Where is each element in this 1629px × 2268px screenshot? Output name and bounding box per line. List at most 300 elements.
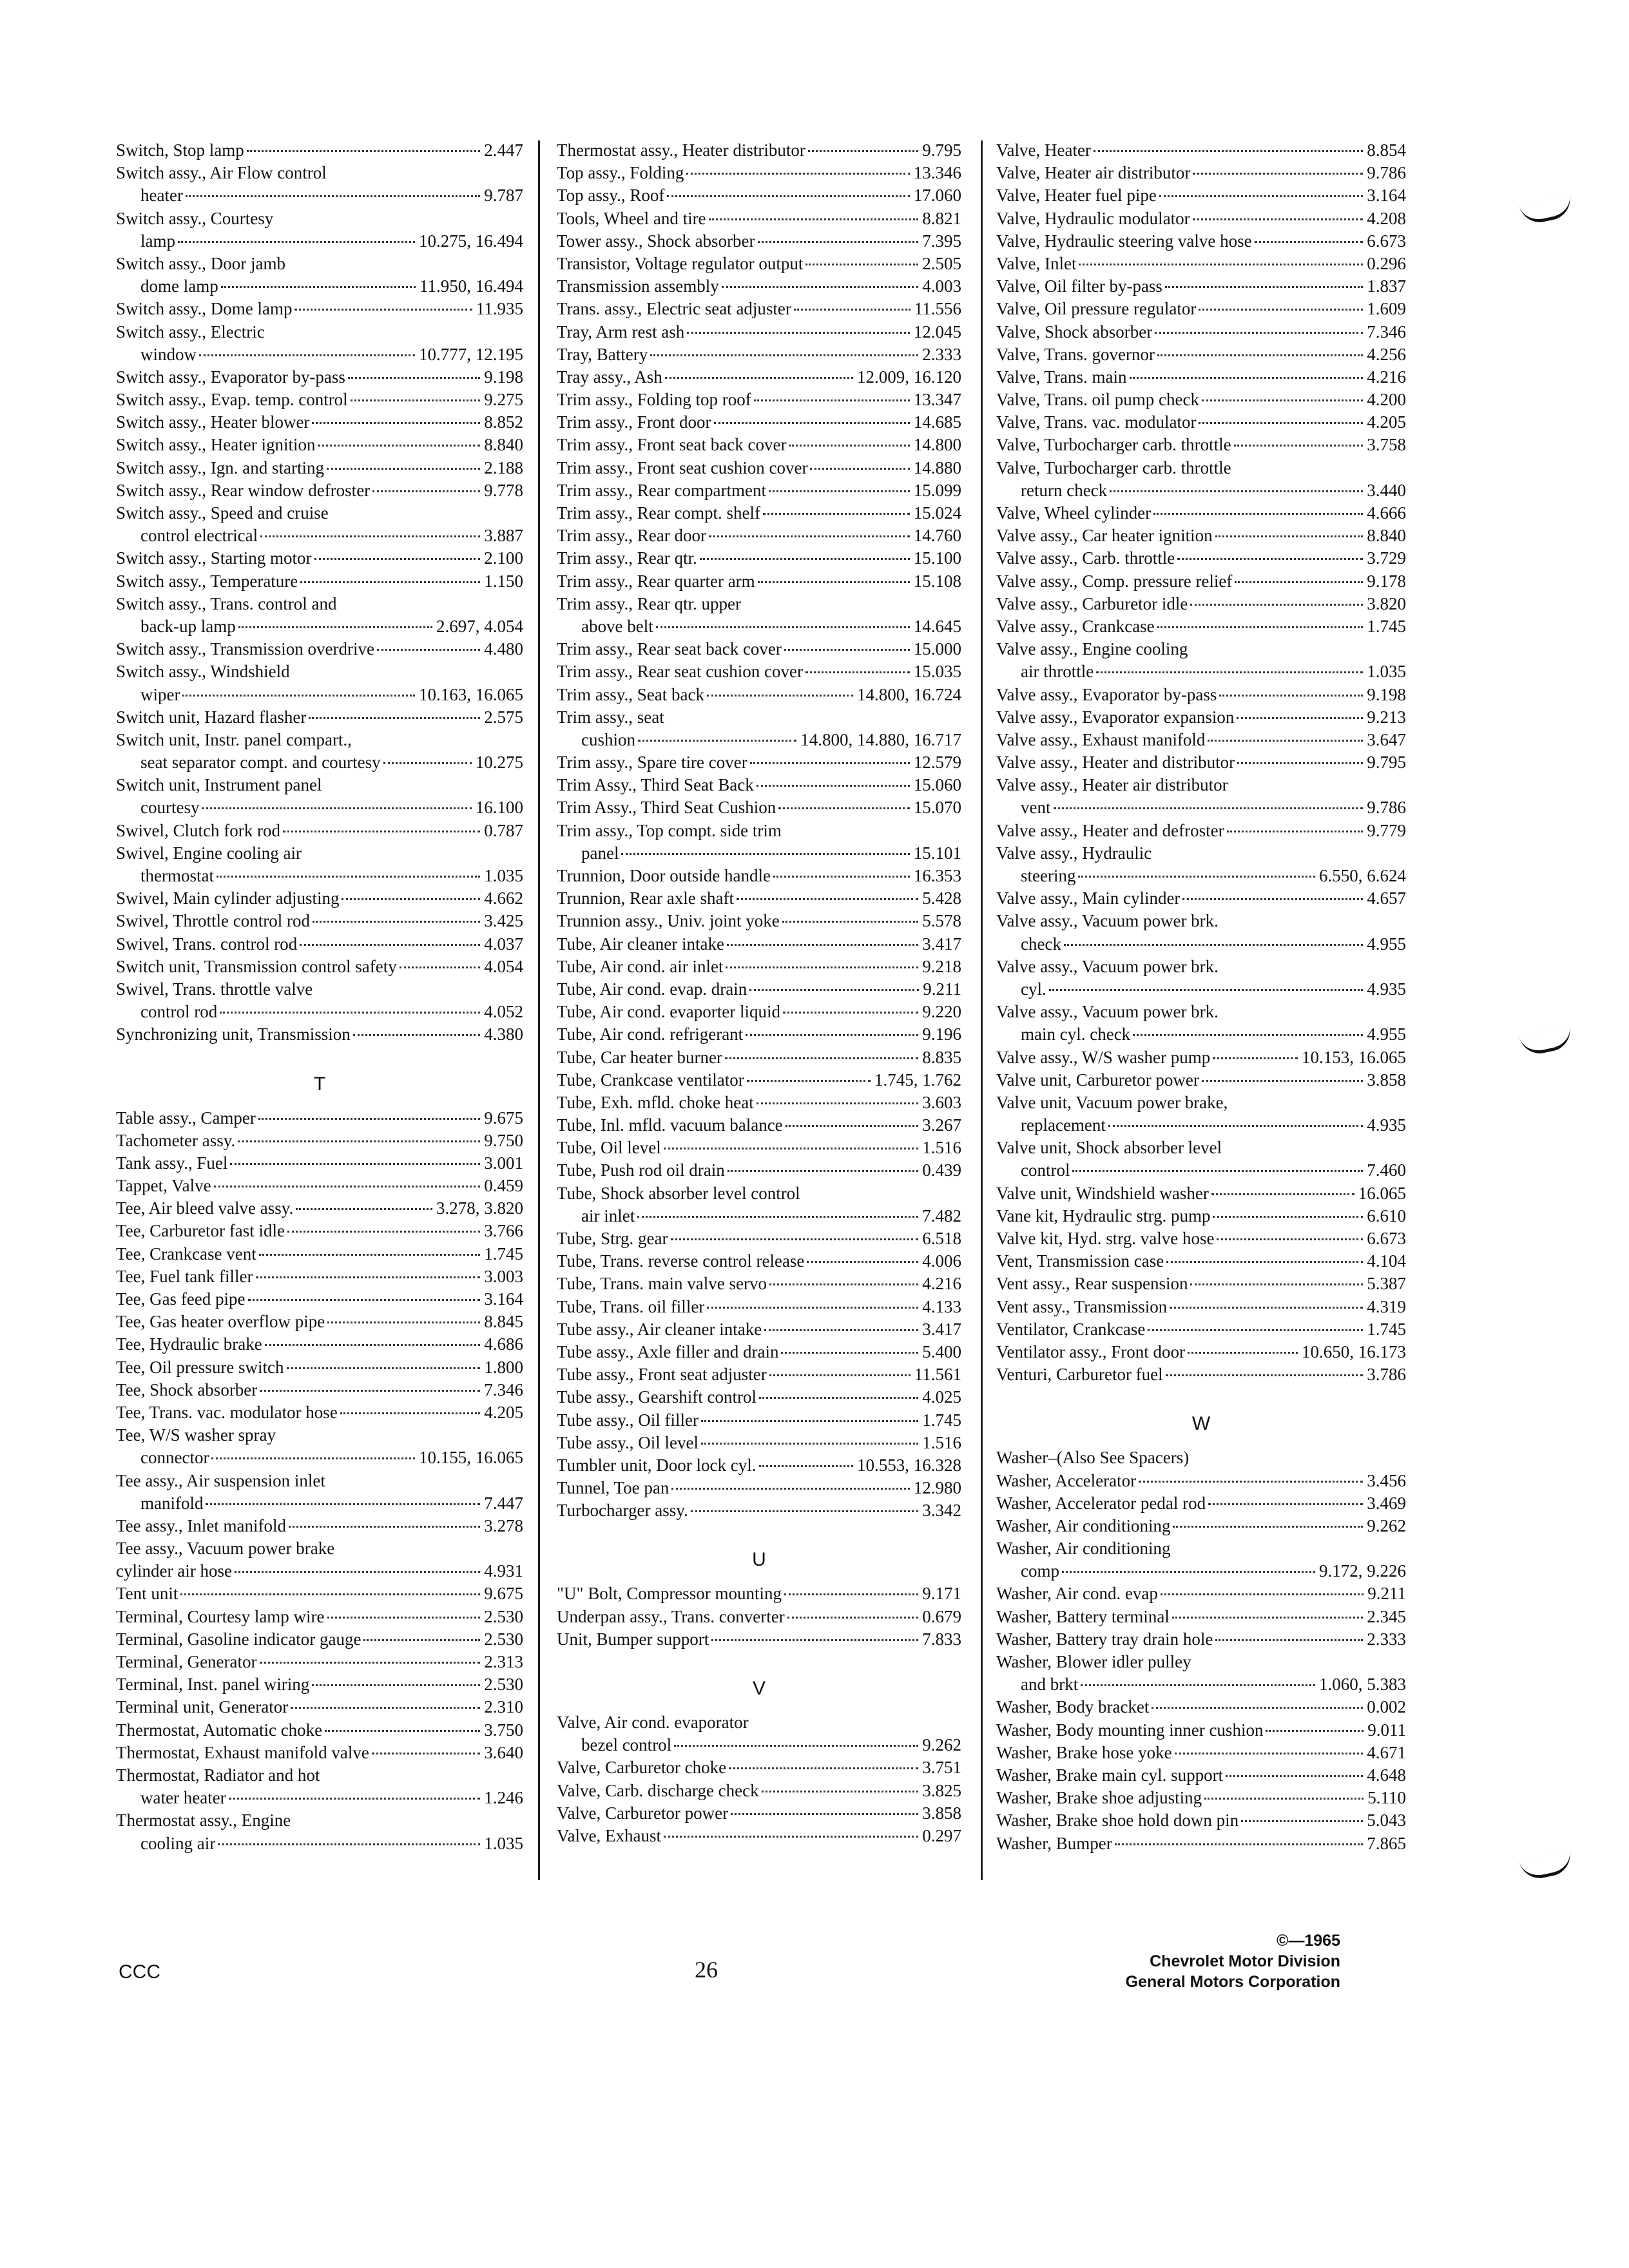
entry-label: Terminal, Gasoline indicator gauge [116,1629,361,1649]
index-column-1 [116,139,523,1855]
entry-label: Trim Assy., Third Seat Back [557,775,754,795]
entry-label: Valve unit, Vacuum power brake, [996,1092,1228,1112]
entry-reference-number: 16.100 [475,798,523,818]
index-entry [116,230,523,253]
entry-reference-number: 2.575 [484,707,523,727]
dot-leader [363,1639,480,1641]
dot-leader [291,1707,480,1709]
binder-hole-mark [1519,1850,1574,1882]
entry-reference-number: 4.662 [484,889,523,908]
entry-reference-number: 9.198 [484,367,523,387]
entry-label: Trim assy., Rear qtr. [557,548,697,568]
entry-label: Switch assy., Heater ignition [116,435,316,455]
dot-leader [650,354,918,356]
dot-leader [214,1186,481,1187]
dot-leader [1072,1170,1363,1172]
dot-leader [727,944,918,946]
entry-reference-number: 2.100 [484,548,523,568]
index-entry [557,729,961,751]
entry-label: Trim assy., Spare tire cover [557,753,747,773]
entry-reference-number: 15.060 [913,775,961,795]
index-entry [557,389,961,411]
index-entry [557,1091,961,1114]
dot-leader [1208,1503,1363,1505]
entry-label: Switch assy., Heater blower [116,412,310,432]
dot-leader [1215,1639,1363,1641]
entry-reference-number: 8.840 [484,435,523,455]
index-entry [996,1182,1406,1205]
dot-leader [238,626,432,628]
dot-leader [353,1034,480,1036]
dot-leader [1235,581,1363,583]
entry-label: Tube assy., Air cleaner intake [557,1319,762,1339]
entry-reference-number: 15.108 [913,571,961,591]
entry-label: thermostat [140,866,214,885]
entry-reference-number: 2.530 [484,1675,523,1695]
entry-label: Valve assy., Exhaust manifold [996,729,1206,749]
dot-leader [1237,762,1363,764]
entry-reference-number: 3.164 [1367,186,1406,206]
dot-leader [247,150,480,152]
dot-leader [750,762,910,764]
entry-label: Transistor, Voltage regulator output [557,253,804,273]
entry-reference-number: 1.035 [1367,662,1406,682]
column-rule-right [981,140,983,1880]
entry-reference-number: 4.648 [1367,1765,1406,1785]
index-entry [116,660,523,683]
index-entry [557,638,961,660]
dot-leader [1115,1843,1364,1845]
index-entry [116,978,523,1001]
index-entry [116,865,523,887]
entry-reference-number: 10.777, 12.195 [419,344,523,364]
index-entry [996,910,1406,932]
entry-label: Tank assy., Fuel [116,1153,228,1173]
index-entry [996,1537,1406,1560]
entry-reference-number: 2.313 [484,1652,523,1671]
entry-label: vent [1021,798,1051,818]
entry-reference-number: 9.795 [922,140,961,160]
entry-label: Valve assy., Evaporator expansion [996,707,1235,727]
entry-label: Tube, Oil level [557,1138,661,1158]
entry-reference-number: 1.035 [484,866,523,885]
entry-reference-number: 9.220 [922,1002,961,1022]
entry-label: Valve assy., Engine cooling [996,639,1188,659]
index-entry [557,298,961,320]
entry-reference-number: 4.104 [1367,1251,1406,1271]
dot-leader [638,740,796,742]
index-entry [996,593,1406,615]
entry-label: wiper [140,684,180,704]
index-entry [996,139,1406,162]
entry-reference-number: 9.178 [1367,571,1406,591]
entry-label: heater [140,186,183,206]
index-entry [116,1129,523,1152]
entry-label: Valve assy., Heater air distributor [996,775,1228,795]
entry-label: Tumbler unit, Door lock cyl. [557,1455,757,1475]
entry-label: Valve, Hydraulic modulator [996,208,1190,228]
entry-label: Tray, Battery [557,344,648,364]
index-entry [996,751,1406,774]
entry-label: Switch assy., Transmission overdrive [116,639,375,659]
entry-reference-number: 3.001 [484,1153,523,1173]
index-entry [557,774,961,796]
entry-label: Washer, Air conditioning [996,1515,1171,1535]
dot-leader [749,989,919,991]
dot-leader [1213,1216,1363,1218]
dot-leader [383,762,472,764]
entry-label: control rod [140,1002,218,1022]
entry-reference-number: 3.603 [922,1092,961,1112]
entry-reference-number: 11.561 [914,1365,961,1385]
entry-label: Swivel, Throttle control rod [116,911,310,931]
dot-leader [199,354,415,356]
index-entry [996,706,1406,729]
entry-label: Top assy., Folding [557,163,684,183]
entry-label: Valve assy., Heater and defroster [996,820,1224,840]
entry-label: manifold [140,1493,204,1513]
entry-reference-number: 9.786 [1367,798,1406,818]
dot-leader [1152,1707,1363,1709]
dot-leader [722,286,918,288]
dot-leader [218,1843,480,1845]
dot-leader [759,1397,918,1399]
entry-label: Tee, Trans. vac. modulator hose [116,1402,338,1422]
dot-leader [1211,1193,1354,1195]
entry-reference-number: 4.931 [484,1561,523,1581]
entry-label: Valve unit, Carburetor power [996,1070,1199,1090]
entry-label: Trans. assy., Electric seat adjuster [557,299,791,319]
index-entry [996,638,1406,660]
entry-label: control electrical [140,526,258,546]
dot-leader [700,558,910,560]
entry-label: Valve, Oil filter by-pass [996,276,1162,296]
dot-leader [229,1798,481,1800]
index-entry [116,1023,523,1046]
entry-label: Switch assy., Door jamb [116,253,285,273]
entry-label: Tube assy., Axle filler and drain [557,1341,779,1361]
index-entry [116,570,523,593]
dot-leader [283,831,480,832]
entry-reference-number: 6.673 [1367,1229,1406,1248]
entry-label: Tube, Air cond. evaporter liquid [557,1002,780,1022]
dot-leader [794,309,911,311]
entry-label: Tee, Shock absorber [116,1379,258,1399]
entry-label: Tools, Wheel and tire [557,208,706,228]
index-entry [557,1780,961,1802]
entry-label: Washer, Air conditioning [996,1539,1171,1559]
dot-leader [312,422,480,424]
entry-reference-number: 13.347 [913,390,961,410]
index-entry [996,411,1406,434]
entry-reference-number: 4.054 [484,956,523,976]
dot-leader [773,876,910,878]
index-entry [557,411,961,434]
entry-reference-number: 8.852 [484,412,523,432]
index-entry [557,978,961,1001]
entry-reference-number: 15.101 [913,843,961,863]
entry-label: Thermostat assy., Engine [116,1811,291,1831]
dot-leader [709,218,919,220]
dot-leader [757,1102,919,1104]
entry-label: Tube, Trans. main valve servo [557,1274,767,1294]
entry-reference-number: 1.516 [922,1138,961,1158]
index-entry [996,729,1406,751]
dot-leader [248,1299,481,1301]
entry-reference-number: 3.469 [1367,1493,1406,1513]
index-entry [557,1273,961,1295]
dot-leader [313,921,480,923]
entry-label: Tee, Carburetor fast idle [116,1221,285,1241]
entry-reference-number: 3.729 [1367,548,1406,568]
index-entry [996,1273,1406,1295]
entry-label: Trim assy., Top compt. side trim [557,820,782,840]
entry-label: Valve assy., Carb. throttle [996,548,1175,568]
entry-reference-number: 15.000 [913,639,961,659]
index-entry [116,1606,523,1628]
dot-leader [377,649,480,651]
entry-reference-number: 3.858 [1367,1070,1406,1090]
dot-leader [621,853,909,855]
dot-leader [327,1321,480,1323]
entry-reference-number: 2.697, 4.054 [436,616,523,636]
index-entry [557,1227,961,1250]
entry-label: main cyl. check [1021,1024,1131,1044]
entry-reference-number: 3.887 [484,526,523,546]
entry-label: Trim assy., Rear compartment [557,480,766,500]
index-entry [116,638,523,660]
index-entry [557,956,961,978]
index-entry [996,1296,1406,1318]
index-entry [116,298,523,320]
entry-reference-number: 1.800 [484,1357,523,1377]
entry-reference-number: 14.800, 16.724 [857,684,961,704]
entry-label: Valve assy., Heater and distributor [996,753,1235,773]
section-gap [996,1386,1406,1401]
entry-label: cyl. [1021,979,1046,999]
index-entry [116,207,523,230]
dot-leader [1062,1571,1315,1573]
entry-reference-number: 3.417 [922,1319,961,1339]
dot-leader [769,1374,911,1376]
dot-leader [1166,1374,1364,1376]
entry-label: Vent assy., Rear suspension [996,1274,1188,1294]
dot-leader [787,1617,919,1619]
index-entry [557,1477,961,1499]
entry-reference-number: 0.787 [484,820,523,840]
dot-leader [1227,831,1364,832]
publisher-block [1057,1930,1340,1992]
entry-label: Valve, Trans. oil pump check [996,390,1199,410]
entry-label: Tee assy., Air suspension inlet [116,1470,325,1490]
dot-leader [725,1057,918,1059]
dot-leader [1193,173,1363,175]
binder-hole-mark [1519,1026,1574,1057]
entry-reference-number: 9.011 [1367,1720,1406,1740]
index-entry [116,1220,523,1242]
entry-label: Terminal, Courtesy lamp wire [116,1606,325,1626]
entry-reference-number: 11.556 [914,299,961,319]
entry-label: Switch assy., Trans. control and [116,593,337,613]
index-entry [116,275,523,298]
dot-leader [1213,1057,1298,1059]
dot-leader [691,1510,919,1512]
entry-reference-number: 7.460 [1367,1160,1406,1180]
dot-leader [1096,671,1363,673]
entry-label: Valve, Hydraulic steering valve hose [996,231,1252,251]
dot-leader [1234,445,1364,447]
entry-label: "U" Bolt, Compressor mounting [557,1584,782,1604]
entry-reference-number: 5.428 [922,889,961,908]
entry-label: Tray, Arm rest ash [557,322,685,341]
entry-label: air throttle [1021,662,1094,682]
entry-label: Valve assy., Vacuum power brk. [996,1002,1219,1022]
entry-label: Valve, Heater fuel pipe [996,186,1157,206]
entry-label: Valve assy., Comp. pressure relief [996,571,1233,591]
entry-label: water heater [140,1788,226,1808]
index-entry [996,933,1406,956]
index-entry [557,1711,961,1734]
dot-leader [1081,1684,1315,1686]
entry-reference-number: 4.480 [484,639,523,659]
entry-label: Washer, Accelerator [996,1470,1137,1490]
entry-label: Valve assy., Evaporator by-pass [996,684,1217,704]
entry-label: Washer, Brake shoe hold down pin [996,1811,1239,1831]
dot-leader [309,717,480,719]
entry-reference-number: 4.955 [1367,934,1406,954]
index-entry [116,253,523,275]
dot-leader [182,695,415,697]
entry-label: Tube assy., Oil level [557,1432,699,1452]
entry-reference-number: 4.133 [922,1296,961,1316]
dot-leader [1064,944,1363,946]
entry-label: Washer, Air cond. evap [996,1584,1158,1604]
column-rule-left [538,140,540,1880]
entry-label: Valve assy., Carburetor idle [996,593,1188,613]
entry-label: Terminal unit, Generator [116,1697,289,1717]
entry-label: Unit, Bumper support [557,1629,709,1649]
dot-leader [758,581,910,583]
index-entry [557,1023,961,1046]
index-entry [116,1651,523,1673]
dot-leader [1190,1283,1363,1285]
entry-label: Switch assy., Dome lamp [116,299,293,319]
entry-reference-number: 13.346 [913,163,961,183]
entry-reference-number: 1.246 [484,1788,523,1808]
entry-reference-number: 4.666 [1367,503,1406,523]
index-entry [557,1409,961,1432]
dot-leader [217,876,480,878]
index-entry [996,1001,1406,1023]
dot-leader [1217,1238,1363,1240]
entry-reference-number: 14.800 [913,435,961,455]
dot-leader [1172,1617,1363,1619]
dot-leader [1202,1080,1363,1082]
dot-leader [1049,989,1364,991]
entry-label: Tee, Oil pressure switch [116,1357,284,1377]
entry-label: Vent, Transmission case [996,1251,1164,1271]
index-entry [116,321,523,343]
index-column-3 [996,139,1406,1855]
index-entry [557,524,961,547]
entry-label: lamp [140,231,175,251]
index-entry [996,479,1406,502]
index-entry [996,1696,1406,1718]
dot-leader [178,241,415,243]
dot-leader [221,286,416,288]
entry-reference-number: 7.833 [922,1629,961,1649]
entry-reference-number: 3.417 [922,934,961,954]
index-entry [996,1446,1406,1469]
index-entry [557,1296,961,1318]
index-entry [557,1363,961,1386]
index-entry [557,1046,961,1069]
entry-label: cooling air [140,1833,216,1853]
dot-leader [327,1617,481,1619]
entry-label: Tube assy., Front seat adjuster [557,1365,767,1385]
entry-label: courtesy [140,798,200,818]
index-entry [116,706,523,729]
entry-reference-number: 4.003 [922,276,961,296]
entry-label: Valve, Carburetor power [557,1803,729,1823]
entry-label: Valve, Oil pressure regulator [996,299,1197,319]
index-entry [116,956,523,978]
entry-reference-number: 2.188 [484,457,523,477]
dot-leader [701,1420,918,1422]
entry-label: Valve assy., W/S washer pump [996,1047,1211,1067]
dot-leader [1202,399,1363,401]
dot-leader [714,422,910,424]
entry-label: Switch assy., Speed and cruise [116,503,329,523]
entry-label: and brkt [1021,1675,1079,1695]
dot-leader [1190,604,1363,606]
dot-leader [781,1352,918,1354]
entry-reference-number: 3.820 [1367,593,1406,613]
entry-label: Washer, Bumper [996,1833,1112,1853]
entry-label: Washer, Brake shoe adjusting [996,1788,1202,1808]
index-entry [996,1363,1406,1386]
entry-label: Valve assy., Vacuum power brk. [996,956,1219,976]
entry-label: Tube, Trans. oil filler [557,1296,705,1316]
entry-reference-number: 10.155, 16.065 [419,1448,523,1468]
entry-label: Tube, Air cond. refrigerant [557,1024,744,1044]
index-entry [116,684,523,706]
dot-leader [300,944,480,946]
index-entry [116,1515,523,1537]
footer-code: CCC [119,1961,160,1983]
index-entry [116,1582,523,1605]
entry-label: Washer, Body mounting inner cushion [996,1720,1264,1740]
entry-reference-number: 5.578 [922,911,961,931]
entry-label: Trim assy., Folding top roof [557,390,751,410]
entry-reference-number: 3.647 [1367,729,1406,749]
entry-reference-number: 6.610 [1367,1206,1406,1225]
entry-label: Tachometer assy. [116,1130,236,1150]
entry-reference-number: 4.205 [484,1402,523,1422]
index-entry [557,842,961,865]
entry-reference-number: 3.278, 3.820 [436,1198,523,1218]
entry-label: window [140,344,197,364]
entry-reference-number: 10.153, 16.065 [1302,1047,1406,1067]
entry-label: Tent unit [116,1584,178,1604]
index-entry [116,1537,523,1560]
index-entry [557,1386,961,1408]
entry-reference-number: 14.760 [913,526,961,546]
index-entry [557,1250,961,1273]
entry-label: Tube assy., Oil filler [557,1410,699,1430]
entry-reference-number: 4.205 [1367,412,1406,432]
entry-label: Tee, Gas heater overflow pipe [116,1312,325,1332]
